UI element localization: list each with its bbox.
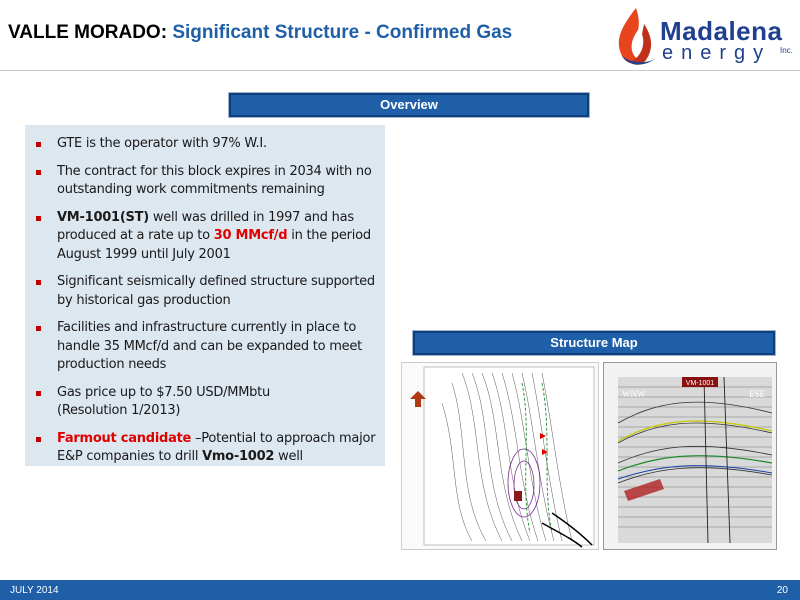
seismic-well-label: VM-1001 xyxy=(685,380,715,387)
title-prefix: VALLE MORADO: xyxy=(8,22,168,43)
footer-date: JULY 2014 xyxy=(10,585,59,596)
bullet-item: Gas price up to $7.50 USD/MMbtu (Resolution 1/2013) xyxy=(31,384,377,421)
bullet-item: Farmout candidate –Potential to approach major E&P companies to drill Vmo-1002 well xyxy=(31,430,377,467)
bullet-item: Facilities and infrastructure currently in place to handle 35 MMcf/d and can be expanded to meet production needs xyxy=(31,319,377,375)
title-main: Significant Structure - Confirmed Gas xyxy=(172,22,513,43)
overview-panel xyxy=(25,125,385,466)
overview-bullets xyxy=(31,135,377,467)
seismic-label-left: WNW xyxy=(622,389,646,399)
structure-map-heading: Structure Map xyxy=(413,331,775,355)
bullet-item: The contract for this block expires in 2034 with no outstanding work commitments remaining xyxy=(31,163,377,200)
logo-wordmark: Madalena xyxy=(660,16,783,46)
seismic-section-image xyxy=(604,363,776,549)
slide-footer xyxy=(0,580,800,600)
slide-title xyxy=(8,22,512,44)
flame-icon xyxy=(612,6,662,68)
logo-subword: energy xyxy=(662,42,772,64)
page-number: 20 xyxy=(776,585,788,596)
seismic-label-right: ESE xyxy=(749,389,766,399)
structure-contour-map xyxy=(401,362,599,550)
overview-heading: Overview xyxy=(229,93,589,117)
contour-map-image xyxy=(402,363,598,549)
bullet-item: VM-1001(ST) well was drilled in 1997 and has produced at a rate up to 30 MMcf/d in the period August 1999 until July 2001 xyxy=(31,209,377,265)
bullet-item: Significant seismically defined structure supported by historical gas production xyxy=(31,273,377,310)
bullet-item: GTE is the operator with 97% W.I. xyxy=(31,135,377,154)
slide-header xyxy=(0,0,800,71)
logo-inc: Inc. xyxy=(780,46,793,55)
company-logo xyxy=(612,6,800,68)
seismic-section xyxy=(603,362,777,550)
